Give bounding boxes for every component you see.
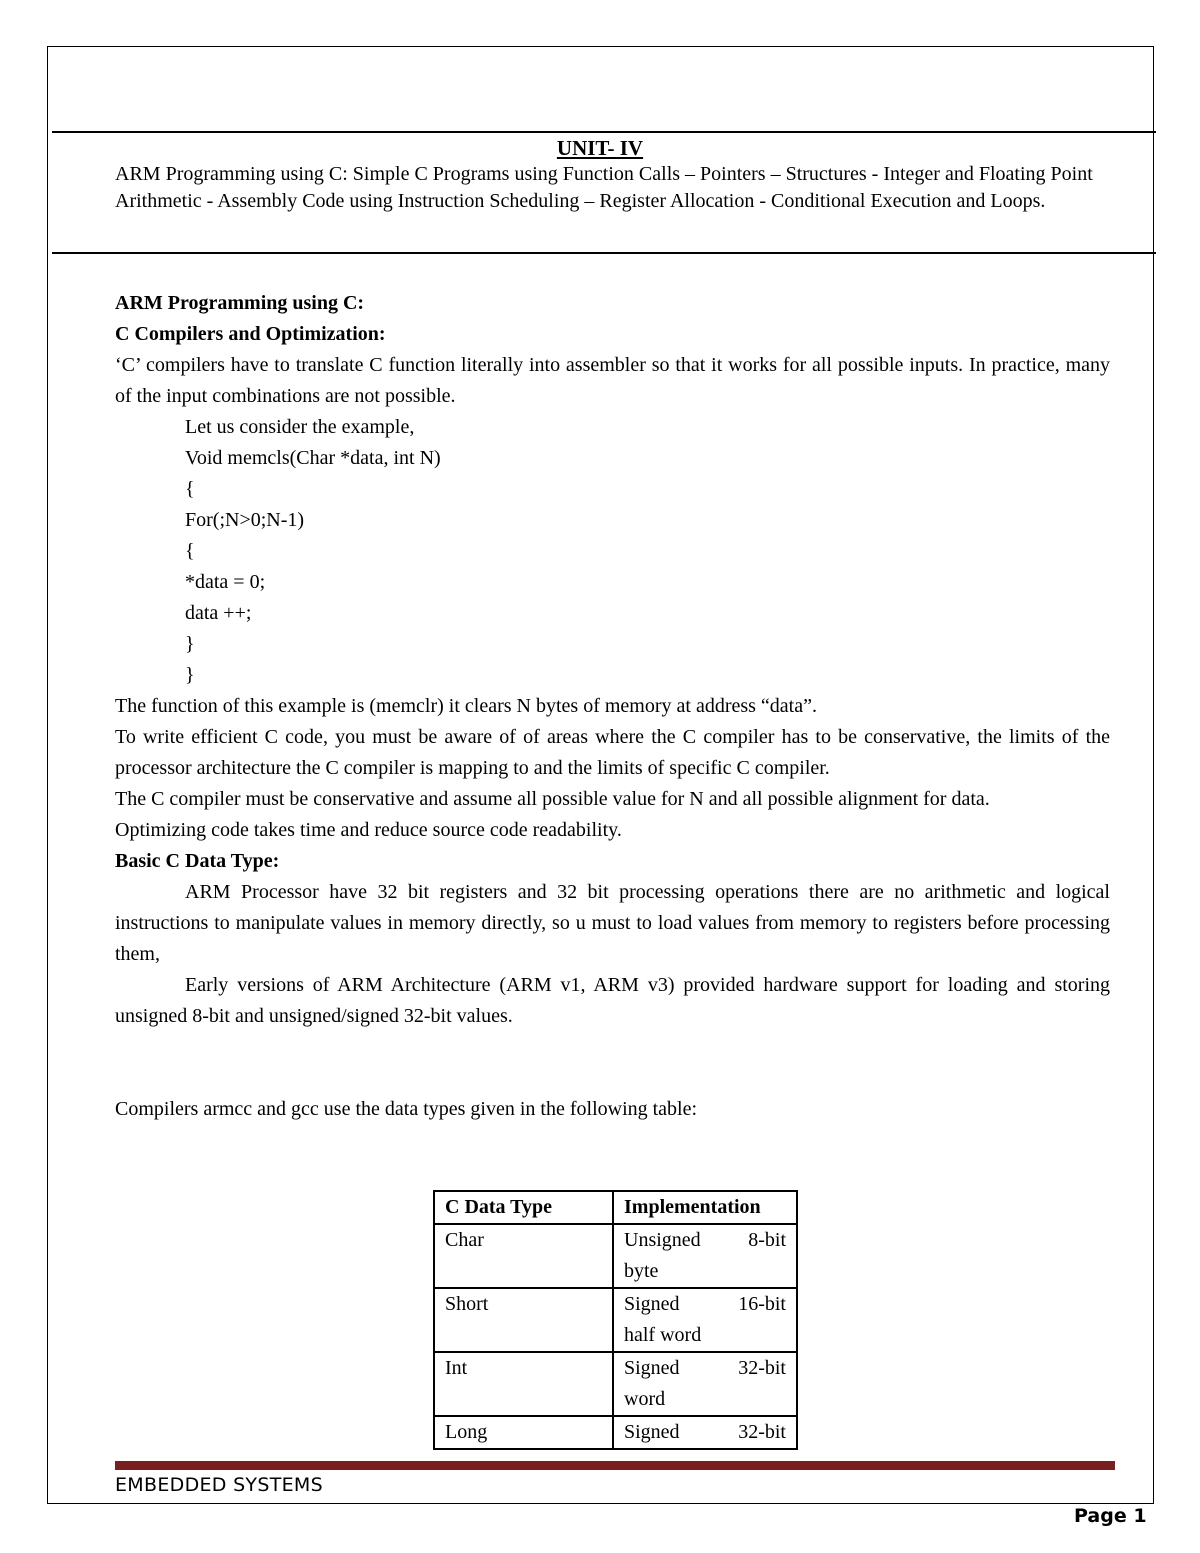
table-header-type: C Data Type (434, 1191, 613, 1224)
code-intro: Let us consider the example, (185, 416, 415, 438)
unit-title: UNIT- IV (556, 136, 644, 160)
table-cell-type: Char (434, 1224, 613, 1288)
impl-line: Signed 32-bit (624, 1357, 786, 1379)
table-cell-implementation (613, 1352, 797, 1416)
spacer (115, 1032, 1110, 1094)
impl-line: word (624, 1388, 666, 1410)
data-type-table (433, 1190, 798, 1450)
table-cell-type: Short (434, 1288, 613, 1352)
table-cell-type: Int (434, 1352, 613, 1416)
code-line: { (185, 540, 195, 562)
impl-line: Unsigned 8-bit (624, 1229, 786, 1251)
code-line: For(;N>0;N-1) (185, 509, 305, 531)
impl-line: Signed 32-bit (624, 1421, 786, 1443)
table-row (434, 1224, 797, 1288)
table-cell-implementation (613, 1224, 797, 1288)
header-top-rule (52, 131, 1156, 133)
footer-title: EMBEDDED SYSTEMS (115, 1474, 323, 1496)
code-line: *data = 0; (185, 571, 266, 593)
table-cell-implementation (613, 1288, 797, 1352)
paragraph-early-versions: Early versions of ARM Architecture (ARM v1, ARM v3) provided hardware support for loading and storing unsigned 8-bit and unsigned/signed 32-bit values. (115, 974, 1110, 1027)
heading-basic-data-type: Basic C Data Type: (115, 850, 280, 872)
heading-arm-programming: ARM Programming using C: (115, 292, 365, 314)
impl-line: byte (624, 1260, 659, 1282)
table-cell-implementation (613, 1416, 797, 1449)
table-header-implementation: Implementation (613, 1191, 797, 1224)
code-line: { (185, 478, 195, 500)
header-bottom-rule (52, 252, 1156, 254)
main-content (115, 288, 1110, 1125)
page-number: Page 1 (1074, 1505, 1147, 1527)
code-line: Void memcls(Char *data, int N) (185, 447, 441, 469)
paragraph-table-intro: Compilers armcc and gcc use the data types given in the following table: (115, 1098, 698, 1120)
impl-line: Signed 16-bit (624, 1293, 786, 1315)
footer-bar (115, 1461, 1115, 1470)
impl-line: half word (624, 1324, 702, 1346)
paragraph-registers: ARM Processor have 32 bit registers and 32 bit processing operations there are no arithmetic and logical instructions to manipulate values in memory directly, so u must to load values from memory to registers before processing them, (115, 881, 1110, 965)
table-row (434, 1352, 797, 1416)
code-line: } (185, 664, 195, 686)
table-row (434, 1416, 797, 1449)
heading-compilers-optimization: C Compilers and Optimization: (115, 323, 386, 345)
code-example (115, 412, 1110, 691)
unit-syllabus: ARM Programming using C: Simple C Programs using Function Calls – Pointers – Structures - Integer and Floating Point Arithmetic - Assembly Code using Instruction Scheduling – Register Allocation - Conditional Execution and Loops. (115, 163, 1093, 212)
paragraph-conservative: The C compiler must be conservative and assume all possible value for N and all possible alignment for data. (115, 788, 990, 810)
table-header-row (434, 1191, 797, 1224)
paragraph-optimizing: Optimizing code takes time and reduce source code readability. (115, 819, 622, 841)
paragraph-efficient-code: To write efficient C code, you must be aware of of areas where the C compiler has to be conservative, the limits of the processor architecture the C compiler is mapping to and the limits of specific C compiler. (115, 726, 1110, 779)
code-line: data ++; (185, 602, 252, 624)
table-cell-type: Long (434, 1416, 613, 1449)
paragraph-compilers: ‘C’ compilers have to translate C function literally into assembler so that it works for all possible inputs. In practice, many of the input combinations are not possible. (115, 354, 1110, 407)
code-line: } (185, 633, 195, 655)
table-row (434, 1288, 797, 1352)
paragraph-function: The function of this example is (memclr) it clears N bytes of memory at address “data”. (115, 695, 817, 717)
